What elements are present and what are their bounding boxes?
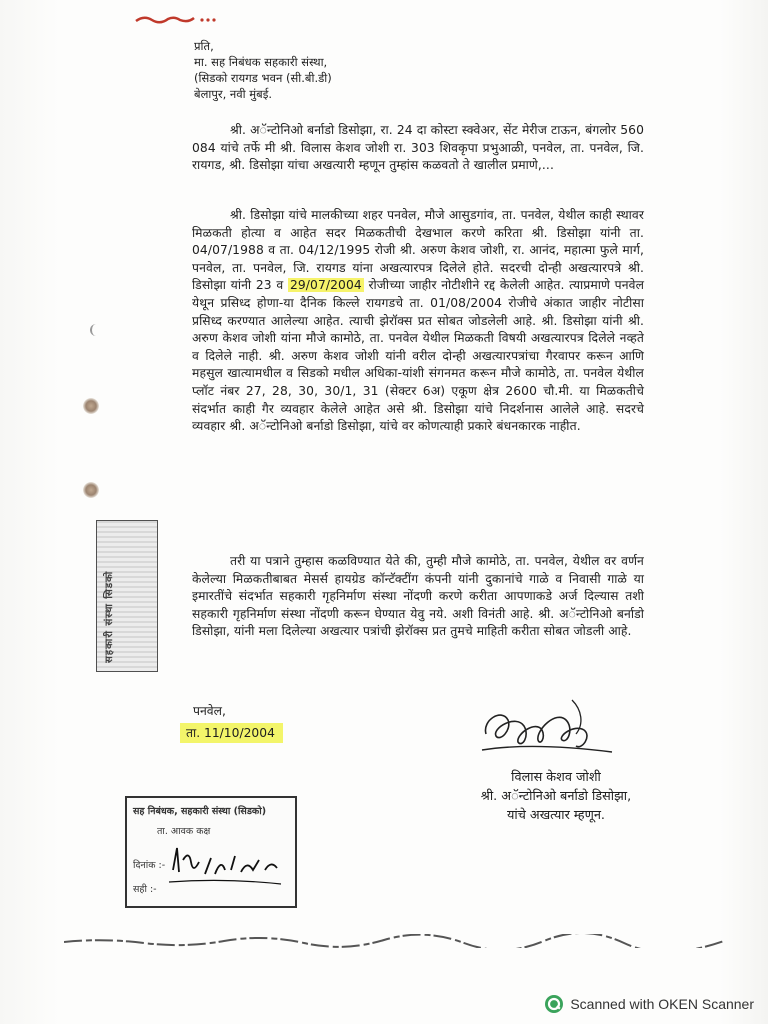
punch-hole	[83, 482, 99, 498]
box-stamp-sign-label: सही :-	[133, 884, 157, 895]
torn-bottom-edge	[64, 934, 724, 948]
red-scribble-mark	[134, 12, 218, 26]
highlighted-date: 29/07/2004	[289, 278, 362, 293]
signatory-name: विलास केशव जोशी	[511, 770, 601, 785]
signatory-line: यांचे अखत्यार म्हणून.	[506, 808, 605, 823]
address-line: बेलापुर, नवी मुंबई.	[194, 87, 273, 101]
signatory-line: श्री. अॅन्टोनिओ बर्नाडो डिसोझा,	[480, 789, 632, 804]
address-line: (सिडको रायगड भवन (सी.बी.डी)	[194, 71, 332, 85]
scanner-text: Scanned with OKEN Scanner	[570, 996, 754, 1012]
place-label: पनवेल,	[193, 704, 226, 718]
paragraph-request: तरी या पत्राने तुम्हास कळविण्यात येते की, तुम्ही मौजे कामोठे, ता. पनवेल, येथील वर वर्णन केलेल्या मिळकतीबाबत मेसर्स हायग्रेड कॉन्टॅक्टींग कंपनी यांनी दुकानांचे गाळे व निवासी गाळे या इमारतींचे संदर्भात सहकारी गृहनिर्माण संस्था नोंदणी करणे करीता आपणाकडे अर्ज दिल्यास तशी सहकारी गृहनिर्माण संस्था नोंदणी करून घेण्यात येवु नये. अशी विनंती आहे. श्री. अॅन्टोनिओ बर्नाडो डिसोझा, यांनी मला दिलेल्या अखत्यार पत्रांची झेरॉक्स प्रत तुमचे माहिती करीता सोबत जोडली आहे.	[192, 554, 644, 639]
vertical-stamp-text: सहकारी संस्था सिडको	[104, 570, 115, 663]
punch-hole	[83, 398, 99, 414]
signatory-block	[446, 768, 666, 825]
address-line: मा. सह निबंधक सहकारी संस्था,	[194, 55, 328, 69]
box-stamp-date-label: दिनांक :-	[133, 860, 166, 871]
scanner-logo-icon	[544, 994, 564, 1014]
box-stamp-line: ता. आवक कक्ष	[157, 826, 211, 837]
handwritten-signature	[472, 690, 622, 762]
address-line: प्रति,	[194, 39, 214, 53]
paragraph-details	[192, 207, 644, 436]
receipt-box-stamp	[125, 796, 297, 908]
paragraph-intro: श्री. अॅन्टोनिओ बर्नाडो डिसोझा, रा. 24 दा कोस्टा स्क्वेअर, सेंट मेरीज टाऊन, बंगलोर 560 084 यांचे तर्फे मी श्री. विलास केशव जोशी रा. 303 शिवकृपा प्रभुआळी, पनवेल, ता. पनवेल, जि. रायगड, श्री. डिसोझा यांचा अखत्यारी म्हणून तुम्हांस कळवतो ते खालील प्रमाणे,...	[192, 123, 644, 173]
scanner-watermark	[544, 994, 754, 1014]
letter-date: ता. 11/10/2004	[180, 723, 283, 743]
vertical-inward-stamp	[96, 520, 158, 672]
recipient-address	[194, 38, 332, 102]
handwritten-receipt-mark	[165, 840, 285, 890]
paragraph-details-text: श्री. डिसोझा यांचे मालकीच्या शहर पनवेल, मौजे आसुडगांव, ता. पनवेल, येथील काही स्थावर मिळकती होत्या व आहेत सदर मिळकतीची देखभाल करणे करिता श्री. डिसोझा यांनी ता. 04/07/1988 व ता. 04/12/1995 रोजी श्री. अरुण केशव जोशी, रा. आनंद, महात्मा फुले मार्ग, पनवेल, ता. पनवेल, जि. रायगड यांना अखत्यारपत्र दिलेले होते. सदरची दोन्ही अखत्यारपत्रे श्री. डिसोझा यांनी 23 व	[192, 208, 644, 293]
paragraph-details-text: रोजीच्या जाहीर नोटीशीने रद्द केलेली आहेत. त्याप्रमाणे पनवेल येथून प्रसिध्द होणा-या दैनिक किल्ले रायगडचे ता. 01/08/2004 रोजीचे अंकात जाहीर नोटीसा प्रसिध्द करण्यात आलेल्या आहेत. त्याची झेरॉक्स प्रत सोबत जोडलेली आहे. श्री. डिसोझा यांनी श्री. अरुण केशव जोशी यांना मौजे कामोठे, ता. पनवेल येथील मिळकती विषयी अखत्यारपत्र दिलेले नव्हते व दिलेले नाही. श्री. अरुण केशव जोशी यांनी वरील दोन्ही अखत्यारपत्रांचा गैरवापर करून आणि महसुल खात्यामधील व सिडको मधील अधिका-यांशी संगनमत करून मौजे कामोठे, ता. पनवेल येथील प्लॉट नंबर 27, 28, 30, 30/1, 31 (सेक्टर 6अ) एकूण क्षेत्र 2600 चौ.मी. या मिळकतीचे संदर्भात काही गैर व्यवहार केलेले आहेत असे श्री. डिसोझा यांचे निदर्शनास आलेले आहे. सदरचे व्यवहार श्री. अॅन्टोनिओ बर्नाडो डिसोझा, यांचे वर कोणत्याही प्रकारे बंधनकारक नाहीत.	[192, 278, 645, 434]
box-stamp-title: सह निबंधक, सहकारी संस्था (सिडको)	[133, 806, 267, 817]
left-edge-mark	[90, 324, 102, 336]
